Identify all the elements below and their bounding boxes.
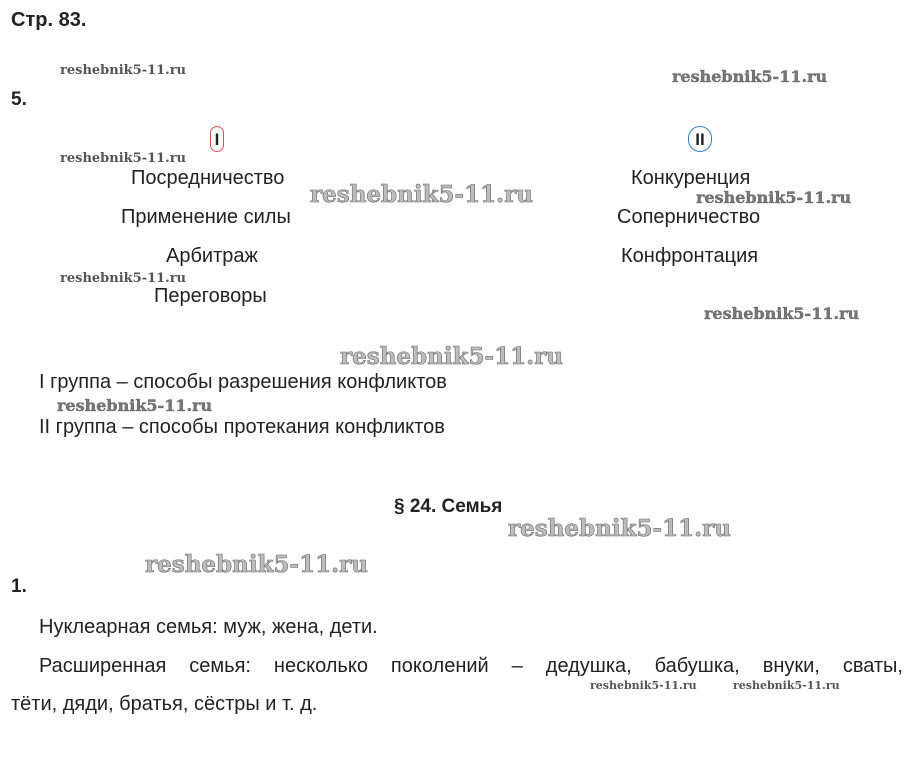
- watermark: reshebnik5-11.ru: [57, 396, 213, 415]
- group-1-item: Переговоры: [154, 285, 267, 307]
- group-2-item: Конфронтация: [621, 245, 759, 267]
- watermark: reshebnik5-11.ru: [60, 271, 187, 286]
- watermark: reshebnik5-11.ru: [508, 515, 731, 542]
- watermark: reshebnik5-11.ru: [310, 181, 533, 208]
- watermark: reshebnik5-11.ru: [590, 679, 697, 692]
- watermark: reshebnik5-11.ru: [145, 551, 368, 578]
- conclusion-line: I группа – способы разрешения конфликтов: [39, 371, 447, 393]
- group-1-item: Посредничество: [131, 167, 285, 189]
- section-title: § 24. Семья: [394, 496, 503, 517]
- page-header: Стр. 83.: [11, 9, 87, 31]
- watermark: reshebnik5-11.ru: [60, 151, 187, 166]
- watermark: reshebnik5-11.ru: [704, 304, 860, 323]
- paragraph-nuclear-family: Нуклеарная семья: муж, жена, дети.: [39, 616, 378, 638]
- watermark: reshebnik5-11.ru: [733, 679, 840, 692]
- group-1-item: Арбитраж: [166, 245, 258, 267]
- task-number-1: 1.: [11, 576, 27, 597]
- watermark: reshebnik5-11.ru: [696, 188, 852, 207]
- group-2-item: Соперничество: [617, 206, 761, 228]
- group-2-item: Конкуренция: [631, 167, 751, 189]
- task-number-5: 5.: [11, 89, 27, 110]
- watermark: reshebnik5-11.ru: [672, 67, 828, 86]
- group-1-mark: I: [210, 126, 224, 152]
- watermark: reshebnik5-11.ru: [340, 343, 563, 370]
- group-1-item: Применение силы: [121, 206, 291, 228]
- watermark: reshebnik5-11.ru: [60, 63, 187, 78]
- group-2-mark: II: [688, 126, 712, 152]
- paragraph-extended-family-cont: тёти, дяди, братья, сёстры и т. д.: [11, 693, 318, 715]
- conclusion-line: II группа – способы протекания конфликтов: [39, 416, 445, 438]
- paragraph-extended-family: Расширенная семья: несколько поколений – дедушка, бабушка, внуки, сваты,: [39, 655, 903, 677]
